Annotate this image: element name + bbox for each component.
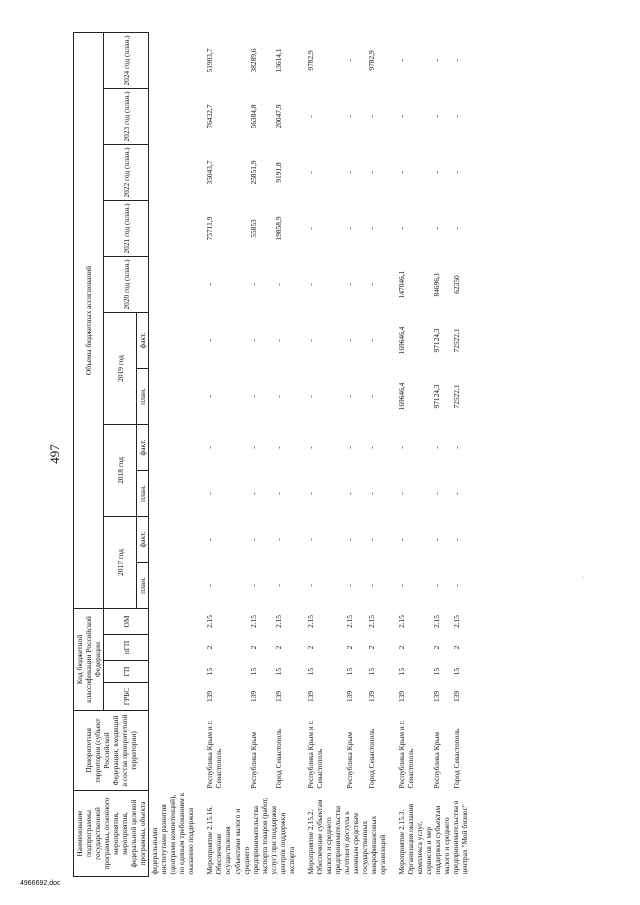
cell-f17: - [249,538,259,541]
cell-y22: - [367,171,377,174]
table-header [74,32,149,876]
cell-y21: - [432,227,442,230]
cell-y24: 51903,7 [205,48,215,73]
cell-y23: 56384,8 [249,104,259,129]
cell-gp: 15 [273,667,283,676]
cell-f19: 72522,1 [451,328,461,353]
cell-p17: - [249,584,259,587]
cell-grbs: 139 [273,690,283,703]
header-gp: ГП [104,661,149,683]
header-grbs: ГРБС [104,683,149,711]
cell-y23: - [451,115,461,118]
cell-p17: - [205,584,215,587]
cell-f19: - [273,339,283,342]
cell-om: 2.15 [367,615,377,628]
cell-om: 2.15 [305,615,315,628]
cell-p17: - [451,584,461,587]
cell-om: 2.15 [205,615,215,628]
cell-y21: - [397,227,406,230]
cell-y22: - [432,171,442,174]
cell-om: 2.15 [451,615,461,628]
cell-p18: - [305,492,315,495]
measure-name: Мероприятие 2.15.16. Обеспечение осуществления субъектами малого и среднего предпринимательства экспорта товаров (работ, услуг) при поддержке центров поддержки экспорта [205,797,296,875]
table-row [431,32,450,876]
cell-f19: - [305,339,315,342]
cell-p18: - [249,492,259,495]
cell-p19: 169646,4 [397,382,406,411]
cell-gp: 15 [397,667,406,676]
cell-y22: - [345,171,355,174]
cell-pgp: 2 [451,645,461,650]
cell-y21: - [451,227,461,230]
territory-cell: Республика Крым и г. Севастополь [205,720,224,789]
cell-pgp: 2 [273,645,283,650]
cell-p18: - [205,492,215,495]
cell-p19: - [345,395,355,398]
cell-y23: - [397,115,406,118]
cell-f17: - [397,538,406,541]
cell-y20: 84696,1 [432,272,442,297]
measure-name: Мероприятие 2.15.3. Организация оказания комплекса услуг, сервисов и мер поддержки субъектам малого и среднего предпринимательства в центрах "Мой бизнес" [397,800,470,875]
table-row [451,32,470,876]
footer-filename: 4966692.doc [20,880,61,887]
cell-grbs: 139 [451,690,461,703]
cell-pgp: 2 [345,645,355,650]
header-volume: Объемы бюджетных ассигнований [74,32,104,608]
cell-y23: 76432,7 [205,104,215,129]
cell-f17: - [205,538,215,541]
territory-cell: Республика Крым и г. Севастополь [397,720,416,789]
header-2023: 2023 год (план.) [104,88,149,144]
cell-grbs: 139 [345,690,355,703]
cell-f19: 97124,3 [432,328,442,353]
header-fact-2017: факт. [137,516,149,562]
cell-p19: - [273,395,283,398]
cell-grbs: 139 [205,690,215,703]
header-2024: 2024 год (план.) [104,32,149,88]
header-name: Наименование подпрограммы государственной программы, основного мероприятия, мероприятия, федеральной целевой программы, объекта [74,791,149,877]
table-row [273,32,297,876]
page-number: 497 [47,444,62,464]
table-body [149,32,471,876]
cell-f17: - [451,538,461,541]
cell-p19: - [205,395,215,398]
cell-p17: - [273,584,283,587]
cell-y21: 75711,9 [205,216,215,241]
cell-y23: - [367,115,377,118]
cell-p17: - [432,584,442,587]
cell-y23: - [432,115,442,118]
header-fact-2018: факт. [137,424,149,470]
cell-y24: 9782,9 [305,50,315,71]
cell-y24: 38289,6 [249,48,259,73]
cell-y21: - [367,227,377,230]
cell-p17: - [367,584,377,587]
cell-pgp: 2 [305,645,315,650]
stray-mark: · [582,575,584,581]
territory-cell: Город Севастополь [367,728,377,789]
cell-f18: - [451,446,461,449]
table-row [366,32,388,876]
cell-y24: - [432,59,442,62]
table-row [396,32,431,876]
cell-pgp: 2 [367,645,377,650]
header-territory: Приоритетная территория (субъект Российской Федерации, входящий в состав приоритетной территории) [74,711,149,791]
cell-f17: - [432,538,442,541]
cell-pgp: 2 [205,645,215,650]
cell-p19: 97124,3 [432,384,442,409]
cell-f19: - [249,339,259,342]
territory-cell: Республика Крым и г. Севастополь [305,720,324,789]
cell-p17: - [345,584,355,587]
cell-y24: - [397,59,406,62]
territory-cell: Город Севастополь [273,728,283,789]
cell-y21: 19858,9 [273,216,283,241]
territory-cell: Республика Крым [249,732,259,789]
cell-p18: - [273,492,283,495]
cell-om: 2.15 [432,615,442,628]
cell-p17: - [305,584,315,587]
cell-f18: - [345,446,355,449]
header-2020: 2020 год (план.) [104,256,149,312]
cell-y20: - [205,283,215,286]
header-2021: 2021 год (план.) [104,200,149,256]
cell-p19: - [249,395,259,398]
cell-f19: - [205,339,215,342]
cell-p18: - [451,492,461,495]
cell-f18: - [205,446,215,449]
rotated-table-wrapper [73,33,640,877]
cell-f19: - [367,339,377,342]
cell-y20: - [249,283,259,286]
cell-om: 2.15 [249,615,259,628]
cell-y22: - [397,171,406,174]
header-plan-2018: план. [137,470,149,516]
cell-y24: 13614,1 [273,48,283,73]
territory-cell: Республика Крым [432,732,442,789]
header-om: ОМ [104,608,149,634]
cell-y24: - [345,59,355,62]
cell-grbs: 139 [305,690,315,703]
cell-y24: - [451,59,461,62]
cell-grbs: 139 [397,690,406,703]
cell-y23: - [305,115,315,118]
cell-f19: - [345,339,355,342]
cell-y23: 20047,9 [273,104,283,129]
cell-om: 2.15 [345,615,355,628]
cell-y23: - [345,115,355,118]
header-plan-2019: план. [137,368,149,424]
header-year-2017: 2017 год [104,516,137,608]
cell-f18: - [367,446,377,449]
table-row [204,32,248,876]
cell-gp: 15 [205,667,215,676]
cell-p19: - [367,395,377,398]
cell-grbs: 139 [249,690,259,703]
cell-y22: - [451,171,461,174]
measure-name: Мероприятие 2.15.2. Обеспечение субъектам малого и среднего предпринимательства льготного доступа к заемным средствам государственных микрофинансовых организаций [305,799,387,875]
cell-om: 2.15 [273,615,283,628]
header-fact-2019: факт. [137,312,149,368]
budget-table [73,32,470,877]
cell-y24: 9782,9 [367,50,377,71]
cell-f18: - [432,446,442,449]
cell-gp: 15 [305,667,315,676]
cell-gp: 15 [432,667,442,676]
header-pgp: пГП [104,635,149,661]
table-row [305,32,345,876]
cell-f19: 169646,4 [397,326,406,355]
cell-f18: - [397,446,406,449]
header-budget-code: Код бюджетной классификации Российской Федерации [74,608,104,710]
cell-p18: - [397,492,406,495]
cell-gp: 15 [451,667,461,676]
cell-gp: 15 [345,667,355,676]
table-row [344,32,366,876]
header-plan-2017: план. [137,562,149,608]
cell-y21: - [305,227,315,230]
cell-f18: - [273,446,283,449]
cell-p19: 72522,1 [451,384,461,409]
header-2022: 2022 год (план.) [104,144,149,200]
cell-p17: - [397,584,406,587]
cell-y22: 35043,7 [205,160,215,185]
cell-f17: - [273,538,283,541]
cell-f17: - [367,538,377,541]
cell-y20: - [305,283,315,286]
cell-pgp: 2 [432,645,442,650]
cell-y22: - [305,171,315,174]
cell-y22: 9191,8 [273,162,283,183]
cell-p19: - [305,395,315,398]
cell-y21: 55853 [249,219,259,238]
cell-p18: - [432,492,442,495]
cell-f18: - [249,446,259,449]
header-year-2019: 2019 год [104,312,137,424]
cell-y20: - [273,283,283,286]
table-row [248,32,272,876]
cell-f17: - [305,538,315,541]
cell-y20: - [367,283,377,286]
cell-grbs: 139 [432,690,442,703]
territory-cell: Республика Крым [345,732,355,789]
cell-y22: 25851,9 [249,160,259,185]
cell-gp: 15 [249,667,259,676]
cell-f18: - [305,446,315,449]
cell-y20: 147046,1 [397,270,406,299]
cell-y20: 62350 [451,275,461,294]
territory-cell: Город Севастополь [451,728,461,789]
cell-f17: - [345,538,355,541]
intro-text: федеральными институтами развития (центрами компетенций), по единым требованиям к оказанию поддержки [150,792,196,875]
cell-y21: - [345,227,355,230]
cell-y20: - [345,283,355,286]
cell-grbs: 139 [367,690,377,703]
cell-p18: - [367,492,377,495]
intro-row [149,32,197,876]
cell-gp: 15 [367,667,377,676]
cell-pgp: 2 [397,645,406,650]
cell-pgp: 2 [249,645,259,650]
header-year-2018: 2018 год [104,424,137,516]
cell-p18: - [345,492,355,495]
cell-om: 2.15 [397,615,406,628]
